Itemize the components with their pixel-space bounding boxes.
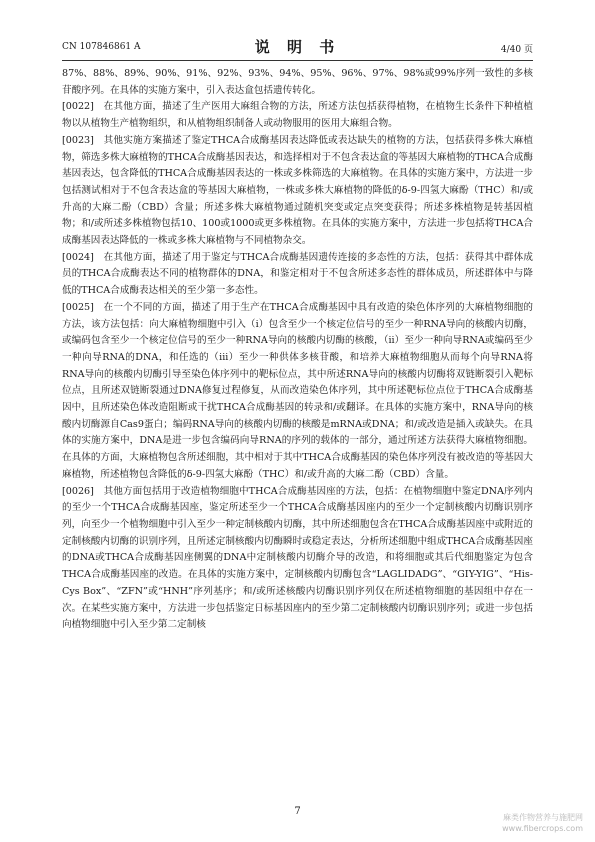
watermark-site-name: 麻类作物营养与施肥网 [503,813,583,822]
paragraph-number: [0023] [62,134,94,146]
page-number: 7 [294,806,301,817]
paragraph-text: 在其他方面，描述了用于鉴定与THCA合成酶基因遗传连接的多态性的方法，包括：获得其中群体成员的THCA合成酶表达不同的植物群体的DNA，和鉴定相对于不包含所述多态性的群体成员，所述群体中与降低的THCA合成酶表达相关的至少第一多态性。 [62,251,533,297]
paragraph-0022 [62,99,533,132]
paragraph-0024 [62,250,533,300]
paragraph-text: 在其他方面，描述了生产医用大麻组合物的方法，所述方法包括获得植物，在植物生长条件下种植植物以从植物生产植物组织，和从植物组织制备人或动物服用的医用大麻组合物。 [62,101,533,130]
paragraph-text: 其他实施方案描述了鉴定THCA合成酶基因表达降低或表达缺失的植物的方法，包括获得多株大麻植物，筛选多株大麻植物的THCA合成酶基因表达，和选择相对于不包含表达盒的等基因大麻植物的THCA合成酶基因表达，包含降低的THCA合成酶基因表达的一株或多株筛选的大麻植物。在具体的实施方案中，方法进一步包括测试相对于不包含表达盒的等基因大麻植物，一株或多株大麻植物的降低的δ-9-四氢大麻酚（THC）和/或升高的大麻二酚（CBD）含量；所述多株大麻植物通过随机突变或定点突变获得；所述多株植物是转基因植物；和/或所述多株植物包括10、100或1000或更多株植物。在具体的实施方案中，方法进一步包括将THCA合成酶基因表达降低的一株或多株大麻植物与不同植物杂交。 [62,134,533,247]
paragraph-continued [62,66,533,99]
paragraph-text: 其他方面包括用于改造植物细胞中THCA合成酶基因座的方法，包括：在植物细胞中鉴定DNA序列内的至少一个THCA合成酶基因座，鉴定所述至少一个THCA合成酶基因座内的至少一个定制核酸内切酶识别序列，向至少一个植物细胞中引入至少一种定制核酸内切酶，其中所述细胞包含在THCA合成酶基因座中或附近的定制核酸内切酶的识别序列，且所述定制核酸内切酶瞬时或稳定表达，分析所述细胞中组成THCA合成酶基因座的DNA或THCA合成酶基因座侧翼的DNA中定制核酸内切酶介导的改造，和将细胞或其后代细胞鉴定为包含THCA合成酶基因座的改造。在具体的实施方案中，定制核酸内切酶包含“LAGLIDADG”、“GIY-YIG”、“His-Cys Box”、“ZFN”或“HNH”序列基序；和/或所述核酸内切酶识别序列仅在所述植物细胞的基因组中存在一次。在某些实施方案中，方法进一步包括鉴定日标基因座内的至少第二定制核酸内切酶识别序列；或进一步包括向植物细胞中引入至少第二定制核 [62,485,533,631]
page-header [62,36,533,58]
patent-number: CN 107846861 A [62,42,141,52]
paragraph-0026 [62,484,533,634]
paragraph-0025 [62,300,533,484]
header-divider [62,60,533,61]
paragraph-text: 在一个不同的方面，描述了用于生产在THCA合成酶基因中具有改造的染色体序列的大麻植物细胞的方法，该方法包括：向大麻植物细胞中引入（i）包含至少一个核定位信号的至少一种RNA导向的核酸内切酶，或编码包含至少一个核定位信号的至少一种RNA导向的核酸内切酶的核酸，（ii）至少一种向导RNA或编码至少一种向导RNA的DNA，和任选的（iii）至少一种供体多核苷酸，和培养大麻植物细胞从而每个向导RNA将RNA导向的核酸内切酶引导至染色体序列中的靶标位点，其中所述RNA导向的核酸内切酶将双链断裂引入靶标位点，且所述双链断裂通过DNA修复过程修复，从而改造染色体序列，其中所述靶标位点位于THCA合成酶基因中，且所述染色体改造阻断或干扰THCA合成酶基因的转录和/或翻译。在具体的实施方案中，RNA导向的核酸内切酶源自Cas9蛋白；编码RNA导向的核酸内切酶的核酸是mRNA或DNA；和/或改造是插入或缺失。在具体的实施方案中，DNA是进一步包含编码向导RNA的序列的载体的一部分，通过所述方法获得大麻植物细胞。在具体的方面，大麻植物包含所述细胞，其中相对于其中THCA合成酶基因的染色体序列没有被改造的等基因大麻植物，所述植物包含降低的δ-9-四氢大麻酚（THC）和/或升高的大麻二酚（CBD）含量。 [62,301,533,480]
paragraph-number: [0022] [62,101,94,113]
document-body [62,66,533,634]
page-indicator: 4/40 页 [500,45,533,55]
paragraph-text: 87%、88%、89%、90%、91%、92%、93%、94%、95%、96%、97%、98%或99%序列一致性的多核苷酸序列。在具体的实施方案中，引入表达盒包括遗传转化。 [62,68,533,96]
paragraph-number: [0025] [62,301,94,313]
watermark-url: www.fibercrops.com [502,824,583,833]
paragraph-number: [0026] [62,485,94,497]
watermark [502,812,583,834]
paragraph-number: [0024] [62,251,94,263]
paragraph-0023 [62,133,533,250]
page-title: 说 明 书 [254,38,341,56]
